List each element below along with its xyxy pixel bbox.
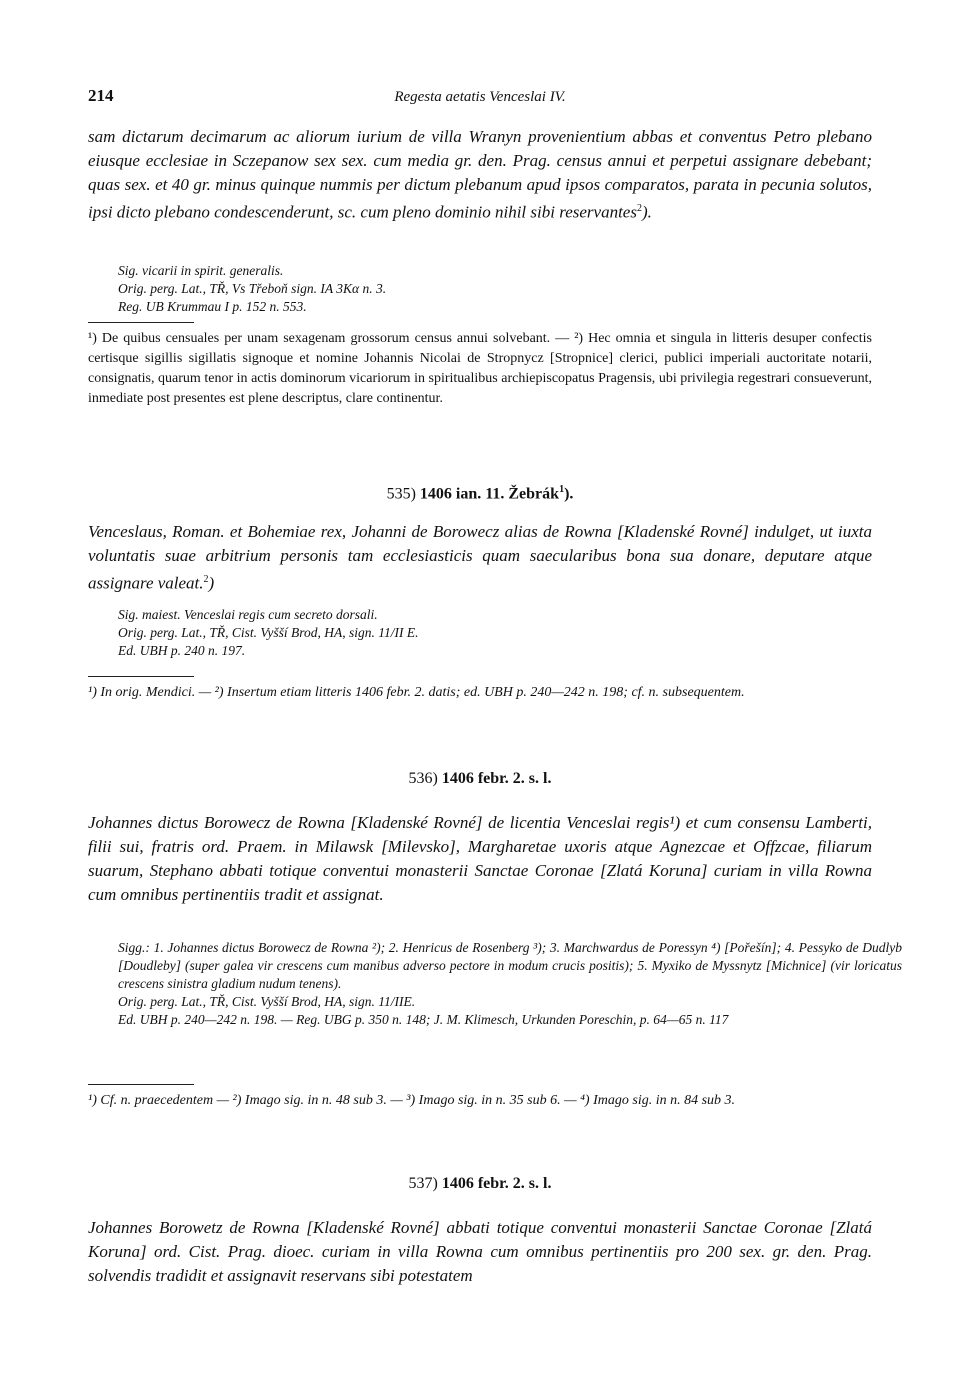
entry-537-heading: [88, 1175, 872, 1193]
footnote-rule: [88, 322, 194, 323]
entry-535-sources: [88, 606, 902, 660]
source-line: Ed. UBH p. 240—242 n. 198. — Reg. UBG p. 350 n. 148; J. M. Klimesch, Urkunden Poreschin, p. 64—65 n. 117: [118, 1012, 729, 1027]
entry-535-heading: [88, 484, 872, 503]
source-line: Orig. perg. Lat., TŘ, Cist. Vyšší Brod, HA, sign. 11/IIE.: [118, 994, 416, 1009]
entry-536-text: Johannes dictus Borowecz de Rowna [Kladenské Rovné] de licentia Venceslai regis¹) et cum consensu Lamberti, filii sui, fratris ord. Praem. in Milawsk [Milevsko], Margharetae uxoris atque Agnezcae et Offzcae, filiarum suarum, Stephano abbati totique conventui monasterii Sanctae Coronae [Zlatá Koruna] curiam in villa Rowna cum omnibus pertinentiis tradit et assignat.: [88, 813, 872, 904]
footnote-rule: [88, 1084, 194, 1085]
page-header: [88, 86, 872, 110]
source-line: Sig. maiest. Venceslai regis cum secreto dorsali.: [118, 607, 378, 622]
entry-536-footnotes: [88, 1080, 872, 1111]
continued-entry: [88, 125, 872, 225]
footnote-text: ¹) De quibus censuales per unam sexagenam grossorum census annui solvebant. — ²) Hec omnia et singula in litteris desuper confectis certisque sigillis sigillatis signoque et nomine Johannis Nicolai de Stropnycz [Stropnice] clerici, publici imperiali auctoritate notarii, consignatis, quarum tenor in actis dominorum vicariorum in spiritualibus archiepiscopatus Pragensis, ubi privilegia regestrari consueverunt, inmediate post presentes est plene descriptus, clare continentur.: [88, 331, 872, 406]
entry-536-heading: [88, 770, 872, 788]
footnote-text: ¹) Cf. n. praecedentem — ²) Imago sig. in n. 48 sub 3. — ³) Imago sig. in n. 35 sub 6. — ⁴) Imago sig. in n. 84 sub 3.: [88, 1093, 736, 1108]
source-line: Ed. UBH p. 240 n. 197.: [118, 643, 246, 658]
source-line: Reg. UB Krummau I p. 152 n. 553.: [118, 299, 307, 314]
continued-entry-sources: [88, 262, 902, 316]
source-line: Orig. perg. Lat., TŘ, Cist. Vyšší Brod, HA, sign. 11/II E.: [118, 625, 419, 640]
entry-title: 537) 1406 febr. 2. s. l.: [408, 1175, 552, 1192]
entry-title: 535) 1406 ian. 11. Žebrák$^1$).: [386, 484, 574, 503]
entry-title: 536) 1406 febr. 2. s. l.: [408, 770, 552, 787]
source-line: Sigg.: 1. Johannes dictus Borowecz de Rowna ²); 2. Henricus de Rosenberg ³); 3. Marchwardus de Poressyn ⁴) [Pořešín]; 4. Pessyko de Dudlyb [Doudleby] (super galea vir crescens cum manibus adverso pectore in modum crucis positis); 5. Myxiko de Myssnytz [Michnice] (vir loricatus crescens sinistra gladium nudum tenens).: [118, 940, 902, 991]
entry-537-text: Johannes Borowetz de Rowna [Kladenské Rovné] abbati totique conventui monasterii Sanctae Coronae [Zlatá Koruna] ord. Cist. Prag. dioec. curiam in villa Rowna cum omnibus pertinentiis pro 200 sex. gr. den. Prag. solvendis tradidit et assignavit reservans sibi potestatem: [88, 1218, 872, 1285]
source-line: Sig. vicarii in spirit. generalis.: [118, 263, 284, 278]
footnote-rule: [88, 676, 194, 677]
entry-536-sources: [88, 939, 902, 1029]
continued-entry-footnotes: [88, 318, 872, 409]
entry-535-footnotes: [88, 672, 872, 703]
running-title: Regesta aetatis Venceslai IV.: [394, 89, 566, 105]
page-number: 214: [88, 86, 114, 105]
continued-entry-text: sam dictarum decimarum ac aliorum iurium de villa Wranyn provenientium abbas et conventus Petro plebano eiusque ecclesiae in Sczepanow sex sex. cum media gr. den. Prag. census annui et perpetui assignare debebant; quas sex. et 40 gr. minus quinque nummis per dictum plebanum apud ipsos comparatos, parata in pecunia solutos, ipsi dicto plebano condescenderunt, sc. cum pleno dominio nihil sibi reservantes$^2$).: [88, 127, 872, 222]
source-line: Orig. perg. Lat., TŘ, Vs Třeboň sign. IA 3Kα n. 3.: [118, 281, 387, 296]
entry-535-text: Venceslaus, Roman. et Bohemiae rex, Johanni de Borowecz alias de Rowna [Kladenské Rovné] indulget, ut iuxta voluntatis suae arbitrium personis tam ecclesiasticis quam saecularibus bona sua donare, deputare atque assignare valeat.$^2$): [88, 522, 872, 593]
footnote-text: ¹) In orig. Mendici. — ²) Insertum etiam litteris 1406 febr. 2. datis; ed. UBH p. 240—242 n. 198; cf. n. subsequentem.: [88, 685, 745, 700]
